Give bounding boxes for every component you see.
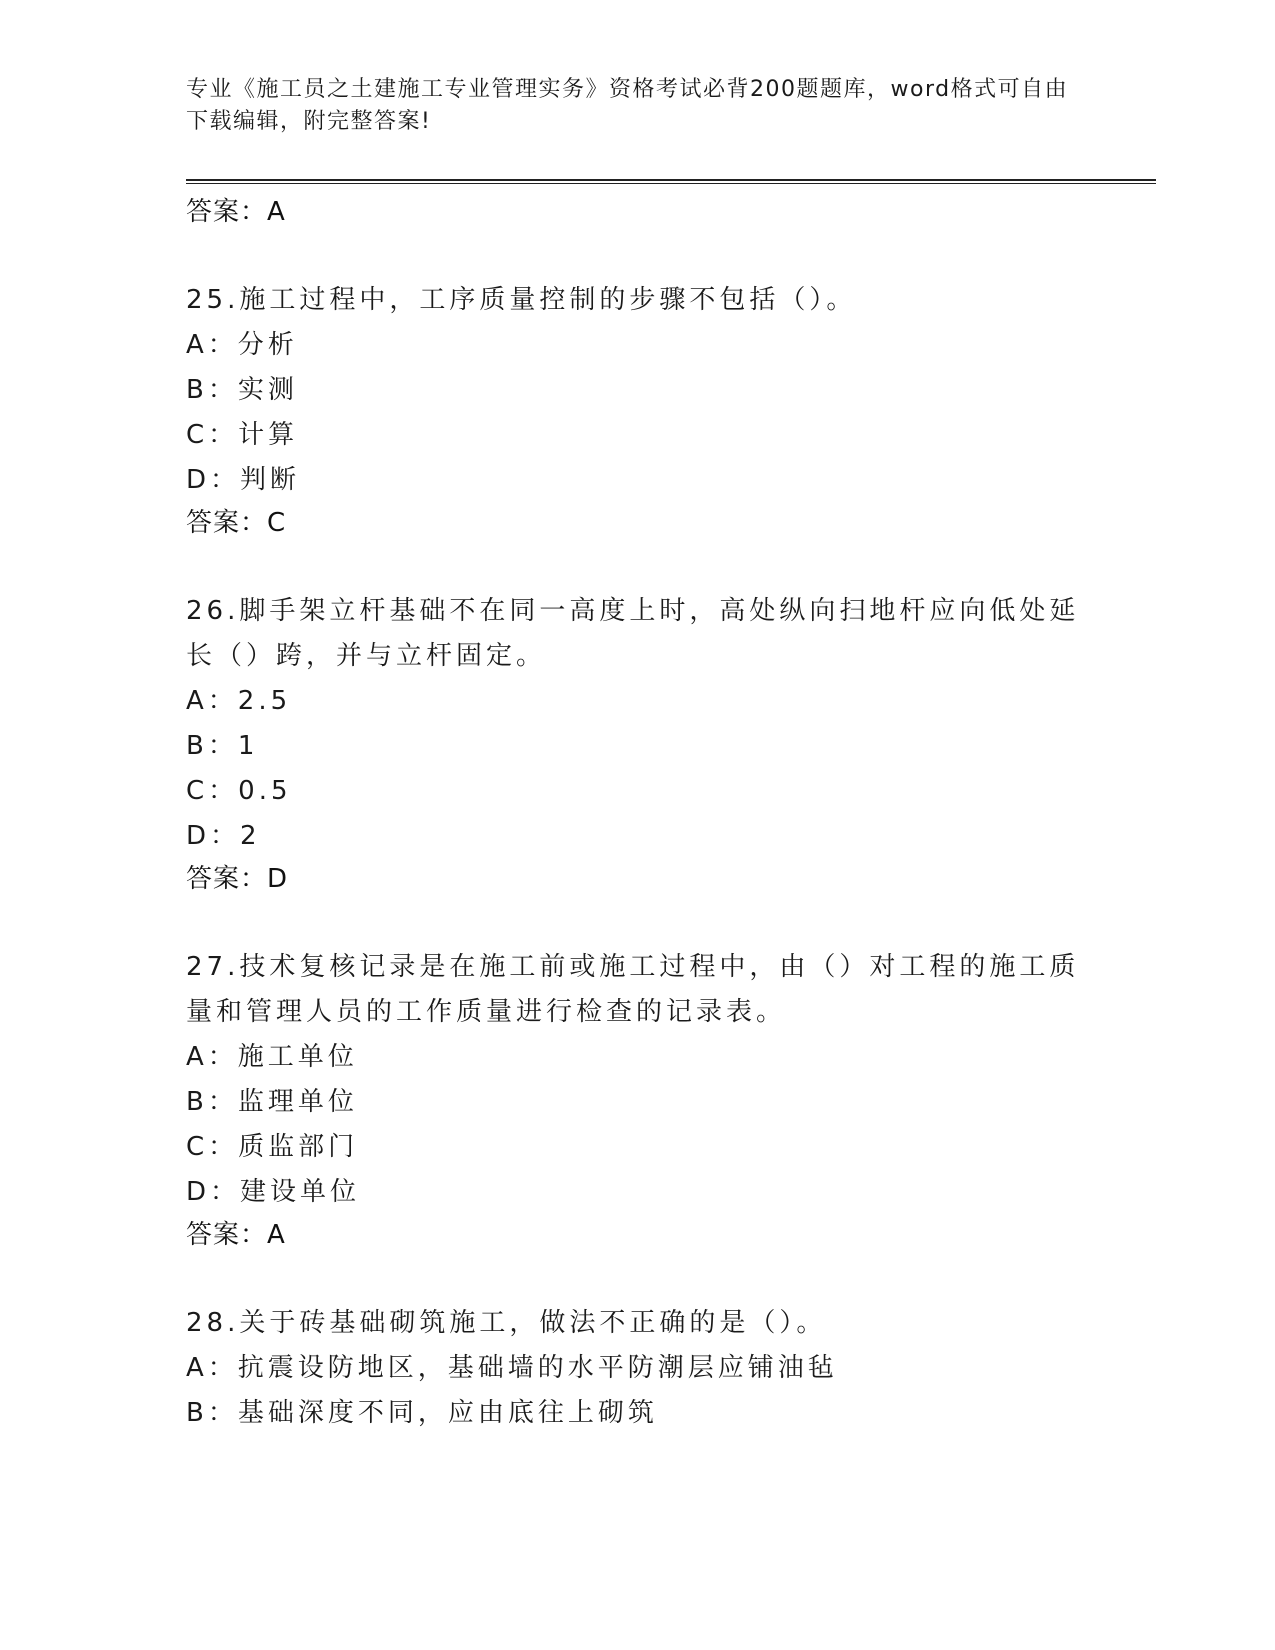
option-b: B：1 (186, 731, 259, 761)
option-d: D：判断 (186, 465, 301, 495)
option-d: D：建设单位 (186, 1177, 361, 1207)
option-c: C：0.5 (186, 776, 292, 806)
answer-line: 答案：C (186, 508, 287, 538)
option-c: C：质监部门 (186, 1132, 359, 1162)
option-a: A：抗震设防地区，基础墙的水平防潮层应铺油毡 (186, 1353, 838, 1383)
question-list (186, 192, 1086, 1436)
question-stem: 26.脚手架立杆基础不在同一高度上时，高处纵向扫地杆应向低处延长（）跨，并与立杆固定。 (186, 596, 1080, 671)
question-stem: 28.关于砖基础砌筑施工，做法不正确的是（）。 (186, 1308, 827, 1338)
option-d: D：2 (186, 821, 261, 851)
option-a: A：2.5 (186, 686, 292, 716)
option-c: C：计算 (186, 420, 299, 450)
answer-line: 答案：D (186, 864, 289, 894)
header-description: 专业《施工员之土建施工专业管理实务》资格考试必背200题题库，word格式可自由下载编辑，附完整答案! (186, 77, 1069, 134)
option-a: A：分析 (186, 330, 298, 360)
question-25 (186, 278, 1086, 543)
question-27 (186, 945, 1086, 1255)
option-a: A：施工单位 (186, 1042, 358, 1072)
answer-line: 答案：A (186, 1220, 286, 1250)
option-b: B：实测 (186, 375, 298, 405)
question-26 (186, 589, 1086, 899)
question-28 (186, 1301, 1086, 1436)
option-b: B：基础深度不同，应由底往上砌筑 (186, 1398, 658, 1428)
option-b: B：监理单位 (186, 1087, 358, 1117)
header-divider (186, 179, 1156, 184)
answer-line: 答案：A (186, 197, 286, 227)
question-stem: 25.施工过程中，工序质量控制的步骤不包括（）。 (186, 285, 857, 315)
question-stem: 27.技术复核记录是在施工前或施工过程中，由（）对工程的施工质量和管理人员的工作质量进行检查的记录表。 (186, 952, 1080, 1027)
